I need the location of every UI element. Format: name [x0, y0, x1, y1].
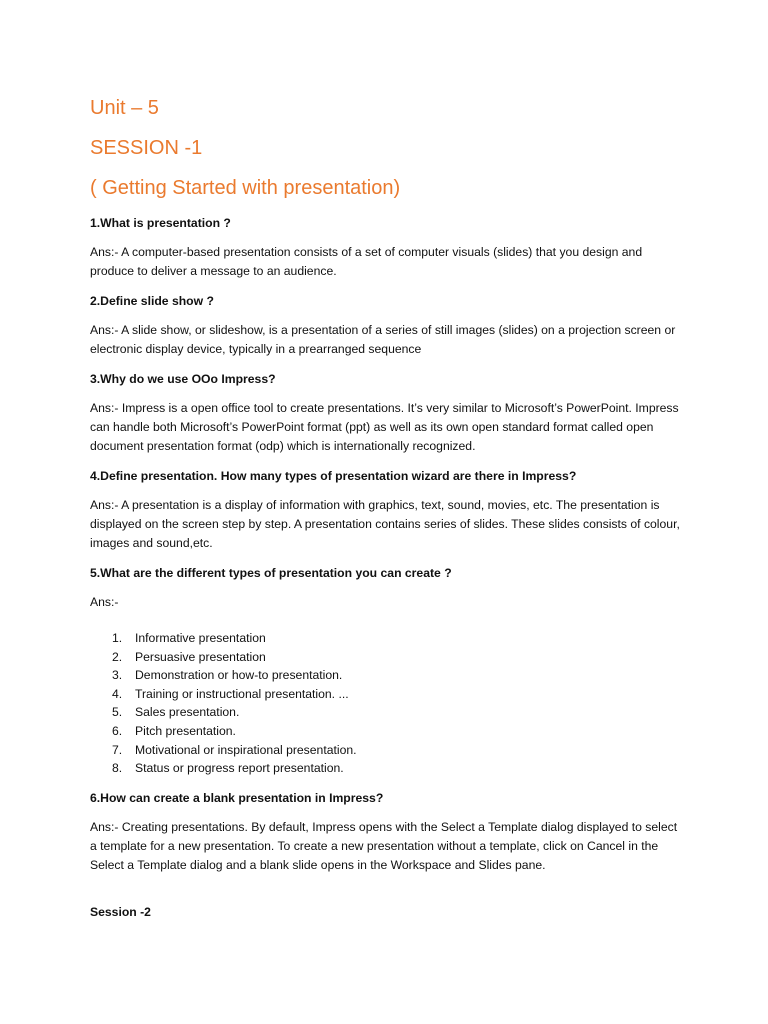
- session-title: SESSION -1: [90, 137, 203, 159]
- list-item-number: 8.: [112, 761, 123, 776]
- list-item-number: 7.: [112, 742, 123, 757]
- list-item-text: Demonstration or how-to presentation.: [135, 668, 343, 683]
- answer-3: Ans:- Impress is a open office tool to create presentations. It’s very similar to Microsoft’s PowerPoint. Impress can handle both Microsoft’s PowerPoint format (ppt) as well as its own open standard format called open document presentation format (odp) which is internationally recognized.: [90, 401, 679, 453]
- answer-5-label: Ans:-: [90, 595, 119, 609]
- document-subtitle: ( Getting Started with presentation): [90, 177, 401, 199]
- list-item-text: Persuasive presentation: [135, 649, 266, 664]
- question-5: 5.What are the different types of presentation you can create ?: [90, 566, 452, 580]
- list-item-number: 3.: [112, 668, 123, 683]
- list-item: [90, 685, 680, 704]
- list-item-text: Sales presentation.: [135, 705, 240, 720]
- unit-title: Unit – 5: [90, 97, 159, 119]
- list-item-text: Pitch presentation.: [135, 723, 236, 738]
- question-3: 3.Why do we use OOo Impress?: [90, 372, 276, 386]
- list-item-number: 4.: [112, 686, 123, 701]
- answer-2: Ans:- A slide show, or slideshow, is a presentation of a series of still images (slides) on a projection screen or electronic display device, typically in a prearranged sequence: [90, 323, 676, 356]
- list-item: [90, 741, 680, 760]
- list-item-number: 5.: [112, 705, 123, 720]
- list-item-number: 2.: [112, 649, 123, 664]
- question-4: 4.Define presentation. How many types of presentation wizard are there in Impress?: [90, 469, 577, 483]
- question-1: 1.What is presentation ?: [90, 216, 231, 230]
- answer-6: Ans:- Creating presentations. By default, Impress opens with the Select a Template dialog displayed to select a template for a new presentation. To create a new presentation without a template, click on Cancel in the Select a Template dialog and a blank slide opens in the Workspace and Slides pane.: [90, 819, 678, 872]
- list-item: [90, 666, 680, 685]
- question-2: 2.Define slide show ?: [90, 294, 214, 308]
- presentation-types-list: [90, 629, 680, 778]
- list-item-number: 1.: [112, 631, 123, 645]
- session-2-title: Session -2: [90, 904, 151, 919]
- list-item-text: Motivational or inspirational presentation.: [135, 742, 357, 757]
- answer-4: Ans:- A presentation is a display of information with graphics, text, sound, movies, etc. The presentation is displayed on the screen step by step. A presentation contains series of slides. These slides consists of colour, images and sound,etc.: [90, 498, 680, 550]
- list-item: [90, 759, 680, 778]
- list-item-text: Status or progress report presentation.: [135, 761, 344, 776]
- list-item: [90, 703, 680, 722]
- list-item: [90, 722, 680, 741]
- question-6: 6.How can create a blank presentation in Impress?: [90, 790, 384, 805]
- list-item-text: Informative presentation: [135, 631, 266, 645]
- list-item: [90, 648, 680, 667]
- list-item-text: Training or instructional presentation. ...: [135, 686, 349, 701]
- list-item: [90, 629, 680, 648]
- list-item-number: 6.: [112, 723, 123, 738]
- answer-1: Ans:- A computer-based presentation consists of a set of computer visuals (slides) that you design and produce to deliver a message to an audience.: [90, 245, 643, 278]
